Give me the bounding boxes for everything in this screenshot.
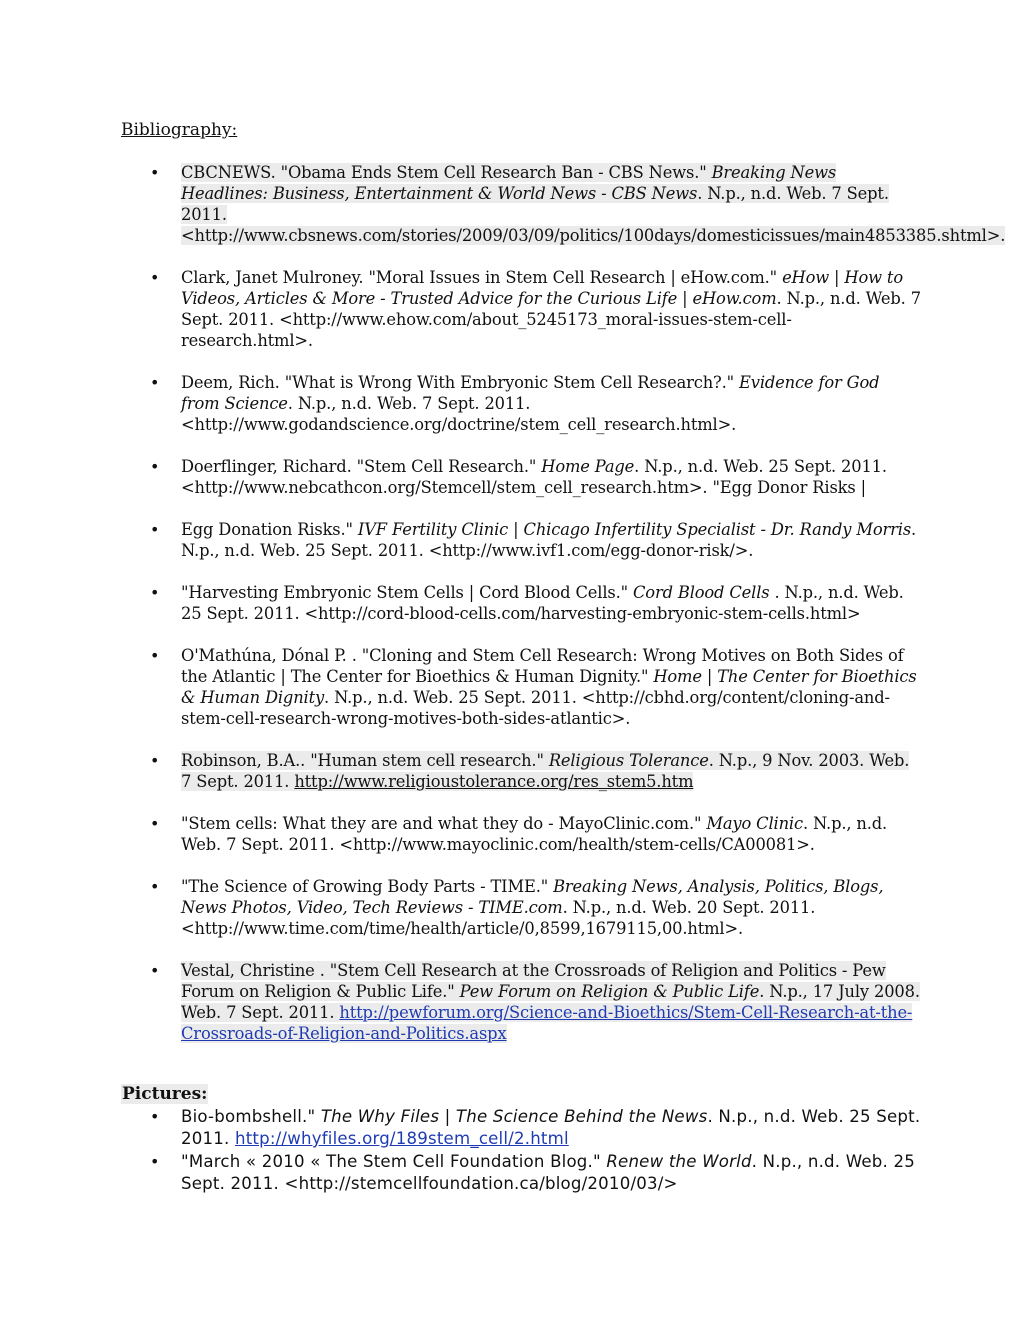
entry-source-title: The Why Files | The Science Behind the News xyxy=(320,1107,708,1126)
entry-citation: Clark, Janet Mulroney. "Moral Issues in Stem Cell Research | eHow.com." xyxy=(181,268,783,287)
entry-details: . N.p., n.d. Web. 7 Sept. 2011.<http://www.cbsnews.com/stories/2009/03/09/politics/100days/domesticissues/main4853385.shtml>. xyxy=(181,184,1006,245)
entry-text-highlight xyxy=(181,751,909,791)
entry-source-title: Home | The Center for Bioethics & Human Dignity xyxy=(181,667,917,707)
bibliography-entry-clark xyxy=(121,267,921,351)
entry-citation: Egg Donation Risks." xyxy=(181,520,358,539)
entry-source-title: Pew Forum on Religion & Public Life xyxy=(459,982,760,1001)
bullet-icon: • xyxy=(150,457,160,476)
entry-details: . N.p., n.d. Web. 25 Sept. 2011. <http://stemcellfoundation.ca/blog/2010/03/> xyxy=(181,1152,915,1193)
entry-citation: "Stem cells: What they are and what they do - MayoClinic.com." xyxy=(181,814,707,833)
bullet-icon: • xyxy=(150,583,160,602)
bullet-icon: • xyxy=(150,520,160,539)
entry-source-title: IVF Fertility Clinic | Chicago Infertility Specialist - Dr. Randy Morris xyxy=(357,520,912,539)
entry-source-title: Religious Tolerance xyxy=(548,751,709,770)
entry-source-title: Evidence for God from Science xyxy=(181,373,880,413)
bibliography-entry-doerflinger xyxy=(121,456,921,498)
bibliography-entry-omathuna xyxy=(121,645,921,729)
bibliography-entry-egg-donation xyxy=(121,519,921,561)
entry-text-highlight xyxy=(181,163,1005,245)
entry-source-title: Mayo Clinic xyxy=(706,814,803,833)
entry-details: . N.p., n.d. Web. 25 Sept. 2011. <http://www.nebcathcon.org/Stemcell/stem_cell_research.htm>. "Egg Donor Risks | xyxy=(181,457,887,497)
bullet-icon: • xyxy=(150,163,160,182)
entry-citation: CBCNEWS. "Obama Ends Stem Cell Research Ban - CBS News." xyxy=(181,163,712,182)
entry-details: . N.p., n.d. Web. 25 Sept. 2011. xyxy=(181,1107,921,1148)
bibliography-entry-harvesting xyxy=(121,582,921,624)
entry-citation: "Harvesting Embryonic Stem Cells | Cord Blood Cells." xyxy=(181,583,633,602)
entry-citation: O'Mathúna, Dónal P. . "Cloning and Stem Cell Research: Wrong Motives on Both Sides of the Atlantic | The Center for Bioethics & Human Dignity." xyxy=(181,646,904,686)
entry-citation: "The Science of Growing Body Parts - TIME." xyxy=(181,877,554,896)
entry-details: . N.p., n.d. Web. 7 Sept. 2011. <http://www.godandscience.org/doctrine/stem_cell_research.html>. xyxy=(181,394,737,434)
bullet-icon: • xyxy=(150,877,160,896)
entry-url-link[interactable]: http://pewforum.org/Science-and-Bioethics/Stem-Cell-Research-at-the-Crossroads-of-Religion-and-Politics.aspx xyxy=(181,1003,913,1043)
bibliography-entry-mayoclinic xyxy=(121,813,921,855)
bullet-icon: • xyxy=(150,268,160,287)
bullet-icon: • xyxy=(150,751,160,770)
entry-details: . N.p., 9 Nov. 2003. Web. 7 Sept. 2011. xyxy=(181,751,910,791)
entry-details: . N.p., 17 July 2008. Web. 7 Sept. 2011. xyxy=(181,982,920,1022)
bullet-icon: • xyxy=(150,373,160,392)
picture-entry-stem-cell-foundation xyxy=(121,1151,921,1195)
entry-source-title: eHow | How to Videos, Articles & More - Trusted Advice for the Curious Life | eHow.com xyxy=(181,268,903,308)
entry-source-title: Home Page xyxy=(541,457,635,476)
entry-citation: Vestal, Christine . "Stem Cell Research at the Crossroads of Religion and Politics - Pew Forum on Religion & Public Life." xyxy=(181,961,886,1001)
bullet-icon: • xyxy=(150,1107,160,1126)
entry-citation: "March « 2010 « The Stem Cell Foundation Blog." xyxy=(181,1152,607,1171)
bibliography-entry-robinson xyxy=(121,750,921,792)
bullet-icon: • xyxy=(150,1152,160,1171)
entry-source-title: Renew the World xyxy=(606,1152,752,1171)
entry-citation: Bio-bombshell." xyxy=(181,1107,321,1126)
entry-details: . N.p., n.d. Web. 25 Sept. 2011. <http://cbhd.org/content/cloning-and-stem-cell-research-wrong-motives-both-sides-atlantic>. xyxy=(181,688,890,728)
bullet-icon: • xyxy=(150,961,160,980)
bibliography-entry-time xyxy=(121,876,921,939)
bullet-icon: • xyxy=(150,646,160,665)
entry-citation: Deem, Rich. "What is Wrong With Embryonic Stem Cell Research?." xyxy=(181,373,740,392)
entry-source-title: Breaking News Headlines: Business, Entertainment & World News - CBS News xyxy=(181,163,837,203)
entry-details: . N.p., n.d. Web. 25 Sept. 2011. <http://cord-blood-cells.com/harvesting-embryonic-stem-cells.html> xyxy=(181,583,904,623)
entry-details: . N.p., n.d. Web. 25 Sept. 2011. <http://www.ivf1.com/egg-donor-risk/>. xyxy=(181,520,917,560)
bullet-icon: • xyxy=(150,814,160,833)
bibliography-entry-vestal xyxy=(121,960,921,1044)
entry-details: . N.p., n.d. Web. 20 Sept. 2011. <http://www.time.com/time/health/article/0,8599,1679115,00.html>. xyxy=(181,898,816,938)
entry-citation: Robinson, B.A.. "Human stem cell research." xyxy=(181,751,549,770)
entry-details: . N.p., n.d. Web. 7 Sept. 2011. <http://www.ehow.com/about_5245173_moral-issues-stem-cell-research.html>. xyxy=(181,289,921,350)
entry-source-title: Cord Blood Cells xyxy=(632,583,770,602)
picture-entry-bio-bombshell xyxy=(121,1106,921,1150)
bibliography-entry-deem xyxy=(121,372,921,435)
bibliography-heading: Bibliography: xyxy=(121,120,238,140)
entry-url-link[interactable]: http://whyfiles.org/189stem_cell/2.html xyxy=(234,1129,569,1148)
entry-details: . N.p., n.d. Web. 7 Sept. 2011. <http://www.mayoclinic.com/health/stem-cells/CA00081>. xyxy=(181,814,888,854)
pictures-list xyxy=(121,1106,921,1196)
pictures-heading: Pictures: xyxy=(122,1084,208,1104)
entry-source-title: Breaking News, Analysis, Politics, Blogs, News Photos, Video, Tech Reviews - TIME.com xyxy=(181,877,884,917)
entry-url-link[interactable]: http://www.religioustolerance.org/res_stem5.htm xyxy=(294,772,694,791)
bibliography-entry-cbsnews xyxy=(121,162,1006,246)
bibliography-list xyxy=(121,162,1006,1065)
entry-citation: Doerflinger, Richard. "Stem Cell Research." xyxy=(181,457,542,476)
entry-text-highlight xyxy=(181,961,920,1043)
